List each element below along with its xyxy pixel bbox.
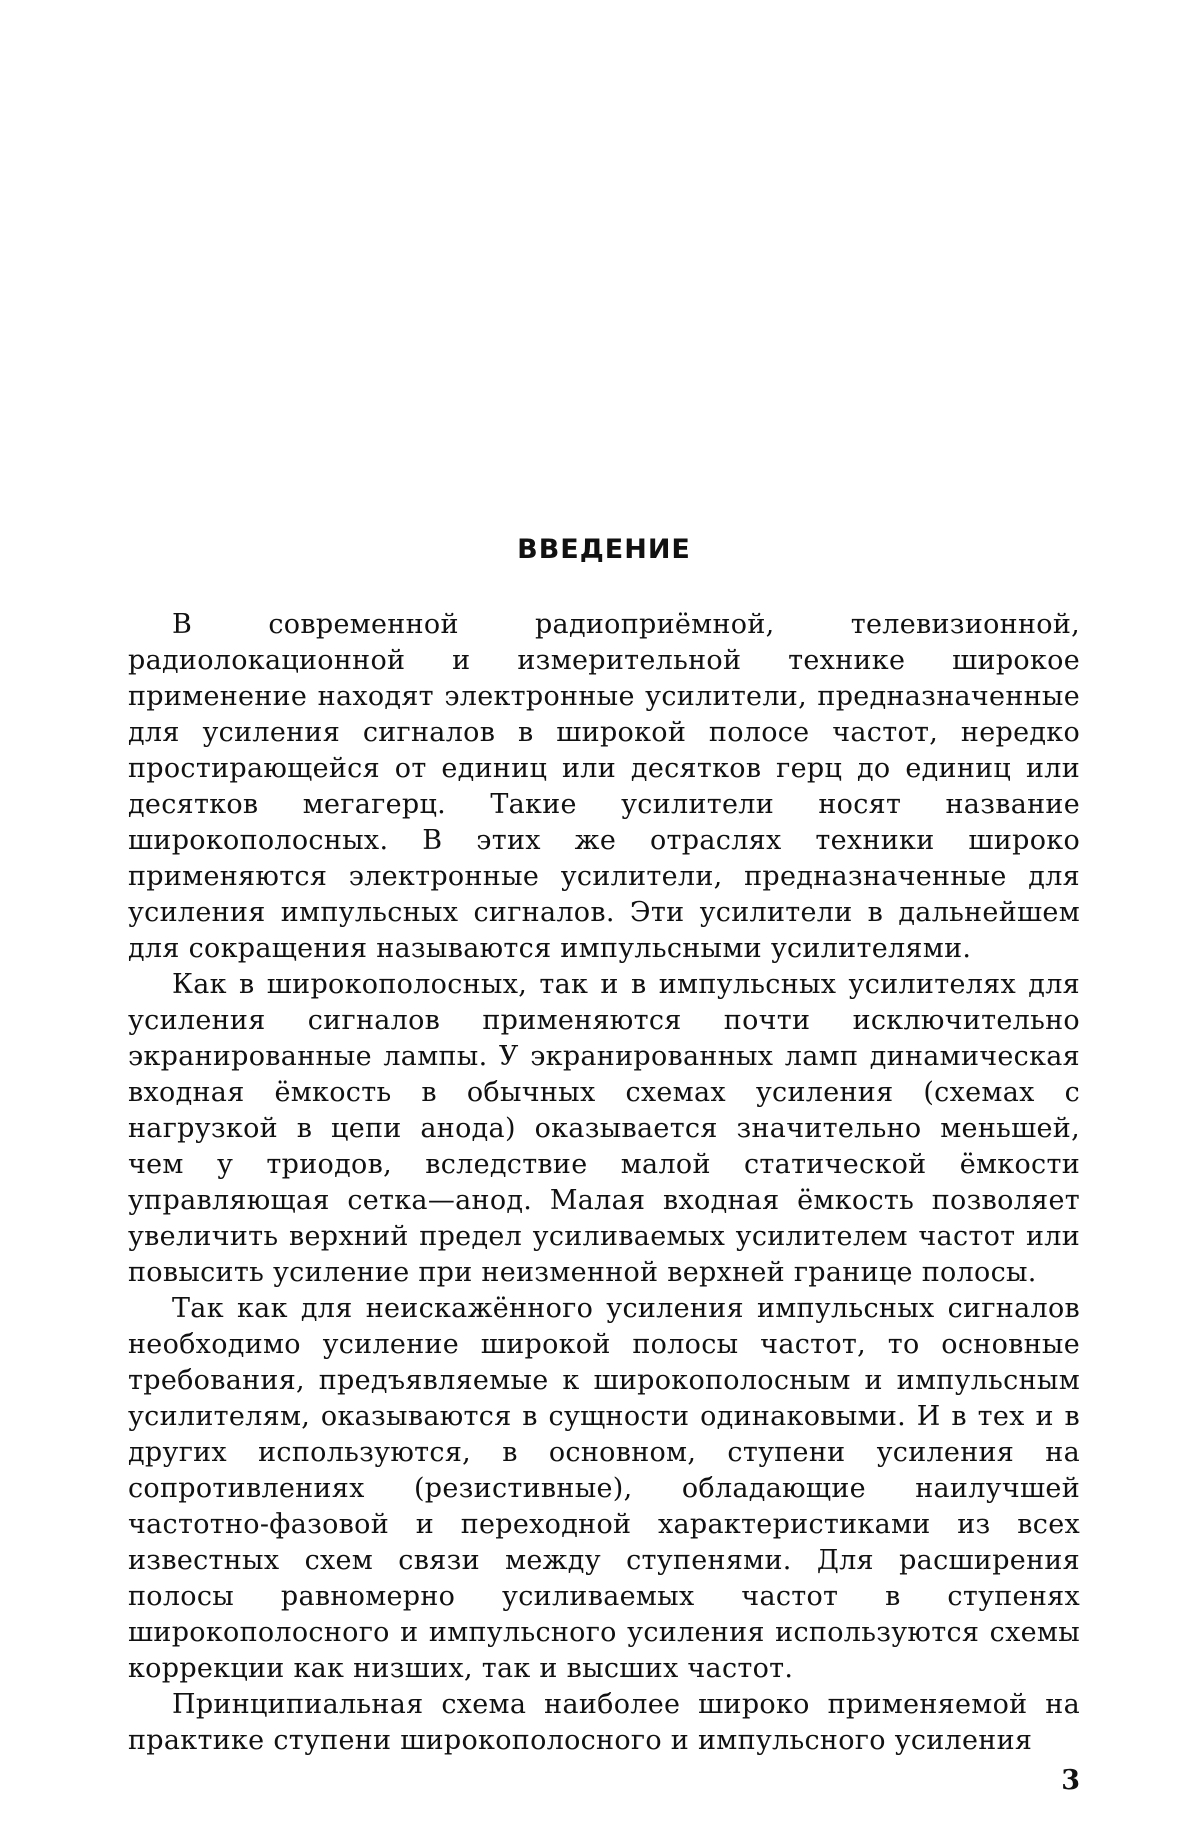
page-number: 3 [1061, 1765, 1080, 1796]
paragraph-4: Принципиальная схема наиболее широко применяемой на практике ступени широкополосного и импульсного усиления [128, 1687, 1080, 1759]
page-content [128, 534, 1080, 1801]
paragraph-1: В современной радиоприёмной, телевизионной, радиолокационной и измерительной технике широкое применение находят электронные усилители, предназначенные для усиления сигналов в широкой полосе частот, нередко простирающейся от единиц или десятков герц до единиц или десятков мегагерц. Такие усилители носят название широкополосных. В этих же отраслях техники широко применяются электронные усилители, предназначенные для усиления импульсных сигналов. Эти усилители в дальнейшем для сокращения называются импульсными усилителями. [128, 607, 1080, 967]
paragraph-3: Так как для неискажённого усиления импульсных сигналов необходимо усиление широкой полосы частот, то основные требования, предъявляемые к широкополосным и импульсным усилителям, оказываются в сущности одинаковыми. И в тех и в других используются, в основном, ступени усиления на сопротивлениях (резистивные), обладающие наилучшей частотно-фазовой и переходной характеристиками из всех известных схем связи между ступенями. Для расширения полосы равномерно усиливаемых частот в ступенях широкополосного и импульсного усиления используются схемы коррекции как низших, так и высших частот. [128, 1291, 1080, 1687]
page-footer [128, 1765, 1080, 1801]
page-title: ВВЕДЕНИЕ [128, 534, 1080, 565]
paragraph-2: Как в широкополосных, так и в импульсных усилителях для усиления сигналов применяются почти исключительно экранированные лампы. У экранированных ламп динамическая входная ёмкость в обычных схемах усиления (схемах с нагрузкой в цепи анода) оказывается значительно меньшей, чем у триодов, вследствие малой статической ёмкости управляющая сетка—анод. Малая входная ёмкость позволяет увеличить верхний предел усиливаемых усилителем частот или повысить усиление при неизменной верхней границе полосы. [128, 967, 1080, 1291]
